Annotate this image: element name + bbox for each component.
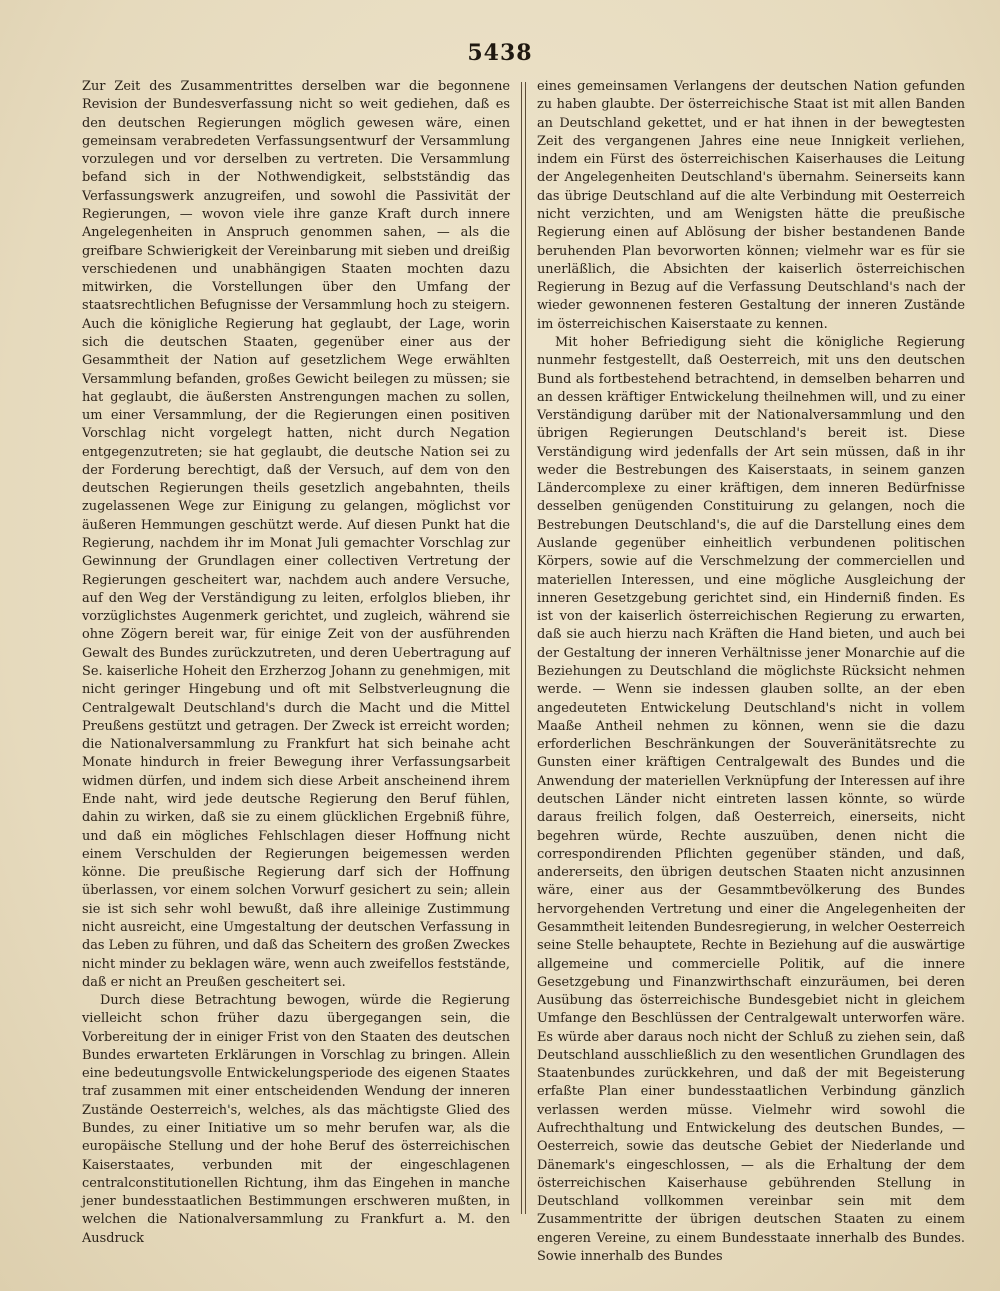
- column-divider: [521, 82, 526, 1214]
- paragraph: eines gemeinsamen Verlangens der deutschen Nation gefunden zu haben glaubte. Der österreichische Staat ist mit allen Banden an Deutschland gekettet, und er hat ihnen in der bewegtesten Zeit des vergangenen Jahres eine neue Innigkeit verliehen, indem ein Fürst des österreichischen Kaiserhauses die Leitung der Angelegenheiten Deutschland's übernahm. Seinerseits kann das übrige Deutschland auf die alte Verbindung mit Oesterreich nicht verzichten, und am Wenigsten hätte die preußische Regierung einen auf Ablösung der bisher bestandenen Bande beruhenden Plan bevorworten können; vielmehr war es für sie unerläßlich, die Absichten der kaiserlich österreichischen Regierung in Bezug auf die Verfassung Deutschland's nach der wieder gewonnenen festeren Gestaltung der inneren Zustände im österreichischen Kaiserstaate zu kennen.: [537, 79, 965, 332]
- page-number: 5438: [467, 40, 533, 66]
- paragraph: Mit hoher Befriedigung sieht die königliche Regierung nunmehr festgestellt, daß Oesterreich, mit uns den deutschen Bund als fortbestehend betrachtend, in demselben beharren und an dessen kräftiger Entwickelung theilnehmen will, und zu einer Verständigung darüber mit der Nationalversammlung und den übrigen Regierungen Deutschland's bereit ist. Diese Verständigung wird jedenfalls der Art sein müssen, daß in ihr weder die Bestrebungen des Kaiserstaats, in seinem ganzen Ländercomplexe zu einer kräftigen, dem inneren Bedürfnisse desselben genügenden Constituirung zu gelangen, noch die Bestrebungen Deutschland's, die auf die Darstellung eines dem Auslande gegenüber einheitlich verbundenen politischen Körpers, sowie auf die Verschmelzung der commerciellen und materiellen Interessen, und eine mögliche Ausgleichung der inneren Gesetzgebung gerichtet sind, ein Hinderniß finden. Es ist von der kaiserlich österreichischen Regierung zu erwarten, daß sie auch hierzu nach Kräften die Hand bieten, und auch bei der Gestaltung der inneren Verhältnisse jener Monarchie auf die Beziehungen zu Deutschland die möglichste Rücksicht nehmen werde. — Wenn sie indessen glauben sollte, an der eben angedeuteten Entwickelung Deutschland's nicht in vollem Maaße Antheil nehmen zu können, wenn sie die dazu erforderlichen Beschränkungen der Souveränitätsrechte zu Gunsten einer kräftigen Centralgewalt des Bundes und die Anwendung der materiellen Verknüpfung der Interessen auf ihre deutschen Länder nicht eintreten lassen könnte, so würde daraus freilich folgen, daß Oesterreich, einerseits, nicht begehren würde, Rechte auszuüben, denen nicht die correspondirenden Pflichten gegenüber ständen, und daß, andererseits, den übrigen deutschen Staaten nicht anzusinnen wäre, einer aus der Gesammtbevölkerung des Bundes hervorgehenden Vertretung und einer die Angelegenheiten der Gesammtheit leitenden Bundesregierung, in welcher Oesterreich seine Stelle behauptete, Rechte in Beziehung auf die auswärtige allgemeine und commercielle Politik, auf die innere Gesetzgebung und Finanzwirthschaft einzuräumen, bei deren Ausübung das österreichische Bundesgebiet nicht in gleichem Umfange den Beschlüssen der Centralgewalt unterworfen wäre. Es würde aber daraus noch nicht der Schluß zu ziehen sein, daß Deutschland ausschließlich zu den wesentlichen Grundlagen des Staatenbundes zurückkehren, und daß der mit Begeisterung erfaßte Plan einer bundesstaatlichen Verbindung gänzlich verlassen werden müsse. Vielmehr wird sowohl die Aufrechthaltung und Entwickelung des deutschen Bundes, — Oesterreich, sowie das deutsche Gebiet der Niederlande und Dänemark's eingeschlossen, — als die Erhaltung der dem österreichischen Kaiserhause gebührenden Stellung in Deutschland vollkommen vereinbar sein mit dem Zusammentritte der übrigen deutschen Staaten zu einem engeren Vereine, zu einem Bundesstaate innerhalb des Bundes. Sowie innerhalb des Bundes: [537, 334, 965, 1264]
- paragraph: Durch diese Betrachtung bewogen, würde die Regierung vielleicht schon früher dazu übergegangen sein, die Vorbereitung der in einiger Frist von den Staaten des deutschen Bundes erwarteten Erklärungen in Vorschlag zu bringen. Allein eine bedeutungsvolle Entwickelungsperiode des eigenen Staates traf zusammen mit einer entscheidenden Wendung der inneren Zustände Oesterreich's, welches, als das mächtigste Glied des Bundes, zu einer Initiative um so mehr berufen war, als die europäische Stellung und der hohe Beruf des österreichischen Kaiserstaates, verbunden mit der eingeschlagenen centralconstitutionellen Richtung, ihm das Eingehen in manche jener bundesstaatlichen Bestimmungen erschweren mußten, in welchen die Nationalversammlung zu Frankfurt a. M. den Ausdruck: [82, 993, 510, 1246]
- right-column: [537, 78, 965, 1266]
- left-column: [82, 78, 510, 1248]
- paragraph: Zur Zeit des Zusammentrittes derselben war die begonnene Revision der Bundesverfassung nicht so weit gediehen, daß es den deutschen Regierungen möglich gewesen wäre, einen gemeinsam verabredeten Verfassungsentwurf der Versammlung vorzulegen und vor derselben zu vertreten. Die Versammlung befand sich in der Nothwendigkeit, selbstständig das Verfassungswerk anzugreifen, und sowohl die Passivität der Regierungen, — wovon viele ihre ganze Kraft durch innere Angelegenheiten in Anspruch genommen sahen, — als die greifbare Schwierigkeit der Vereinbarung mit sieben und dreißig verschiedenen und unabhängigen Staaten mochten dazu mitwirken, die Vorstellungen über den Umfang der staatsrechtlichen Befugnisse der Versammlung hoch zu steigern. Auch die königliche Regierung hat geglaubt, der Lage, worin sich die deutschen Staaten, gegenüber einer aus der Gesammtheit der Nation auf gesetzlichem Wege erwählten Versammlung befanden, großes Gewicht beilegen zu müssen; sie hat geglaubt, die äußersten Anstrengungen machen zu sollen, um einer Versammlung, der die Regierungen einen positiven Vorschlag nicht vorgelegt hatten, nicht durch Negation entgegenzutreten; sie hat geglaubt, die deutsche Nation sei zu der Forderung berechtigt, daß der Versuch, auf dem von den deutschen Regierungen theils gesetzlich angebahnten, theils zugelassenen Wege zur Einigung zu gelangen, möglichst vor äußeren Hemmungen geschützt werde. Auf diesen Punkt hat die Regierung, nachdem ihr im Monat Juli gemachter Vorschlag zur Gewinnung der Grundlagen einer collectiven Vertretung der Regierungen gescheitert war, nachdem auch andere Versuche, auf den Weg der Verständigung zu leiten, erfolglos blieben, ihr vorzüglichstes Augenmerk gerichtet, und zugleich, während sie ohne Zögern bereit war, für einige Zeit von der ausführenden Gewalt des Bundes zurückzutreten, und deren Uebertragung auf Se. kaiserliche Hoheit den Erzherzog Johann zu genehmigen, mit nicht geringer Hingebung und oft mit Selbstverleugnung die Centralgewalt Deutschland's durch die Macht und die Mittel Preußens gestützt und getragen. Der Zweck ist erreicht worden; die Nationalversammlung zu Frankfurt hat sich beinahe acht Monate hindurch in freier Bewegung ihrer Verfassungsarbeit widmen dürfen, und indem sich diese Arbeit anscheinend ihrem Ende naht, wird jede deutsche Regierung den Beruf fühlen, dahin zu wirken, daß sie zu einem glücklichen Ergebniß führe, und daß ein mögliches Fehlschlagen dieser Hoffnung nicht einem Verschulden der Regierungen beigemessen werden könne. Die preußische Regierung darf sich der Hoffnung überlassen, vor einem solchen Vorwurf gesichert zu sein; allein sie ist sich sehr wohl bewußt, daß ihre alleinige Zustimmung nicht ausreicht, eine Umgestaltung der deutschen Verfassung in das Leben zu führen, und daß das Scheitern des großen Zweckes nicht minder zu beklagen wäre, wenn auch zweifellos feststände, daß er nicht an Preußen gescheitert sei.: [82, 79, 510, 990]
